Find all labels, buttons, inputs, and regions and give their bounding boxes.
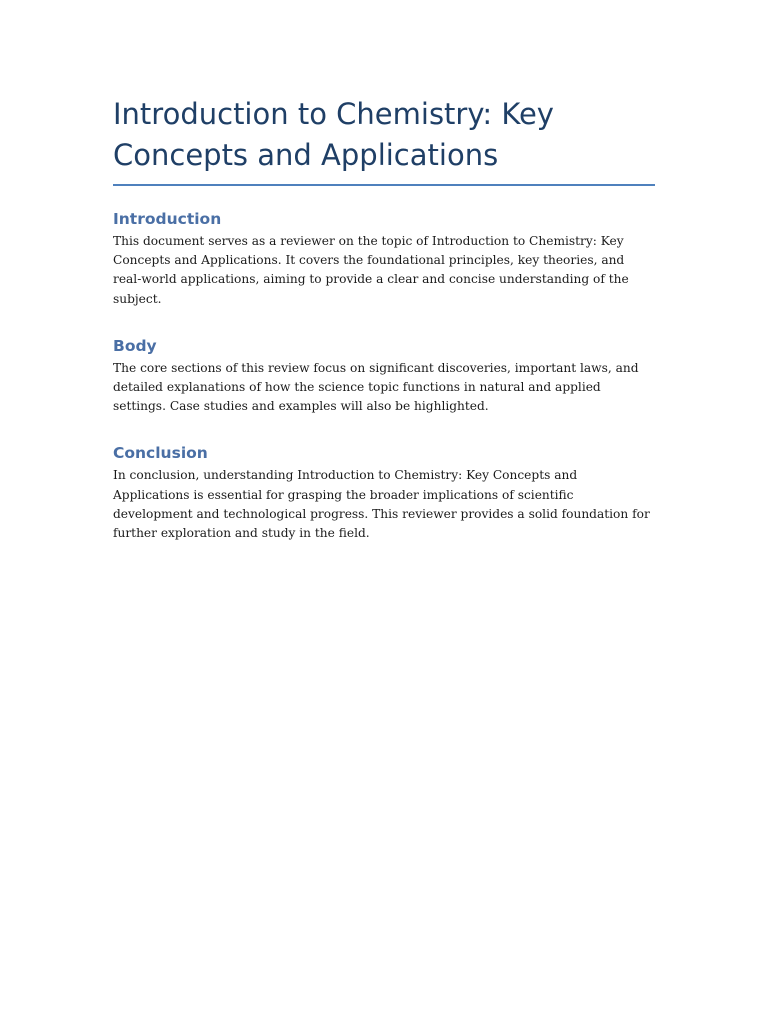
section-heading-introduction: Introduction: [113, 210, 222, 228]
section-introduction: [113, 208, 655, 309]
section-body-introduction: This document serves as a reviewer on the topic of Introduction to Chemistry: Key Concepts and Applications. It covers the foundational principles, key theories, and real-world applications, aiming to provide a clear and concise understanding of the subject.: [113, 234, 629, 306]
section-body-body: The core sections of this review focus on significant discoveries, important laws, and detailed explanations of how the science topic functions in natural and applied settings. Case studies and examples will also be highlighted.: [113, 360, 639, 414]
section-body-conclusion: In conclusion, understanding Introduction to Chemistry: Key Concepts and Applications is essential for grasping the broader implications of scientific development and technological progress. This reviewer provides a solid foundation for further exploration and study in the field.: [113, 468, 650, 541]
document-title: Introduction to Chemistry: Key Concepts and Applications: [113, 94, 655, 186]
section-heading-body: Body: [113, 336, 157, 355]
section-body: [113, 335, 655, 417]
document-page: [113, 94, 655, 543]
section-conclusion: [113, 442, 655, 543]
section-heading-conclusion: Conclusion: [113, 444, 208, 463]
